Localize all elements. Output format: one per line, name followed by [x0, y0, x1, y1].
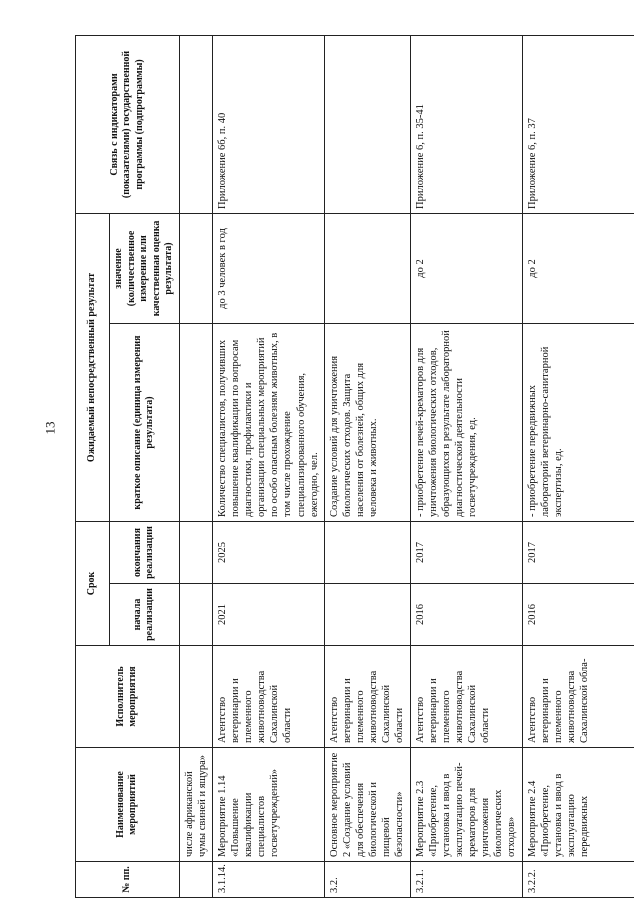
cell-value: до 2 [522, 213, 634, 323]
cell-desc [179, 323, 212, 521]
cell-desc: Количество специалистов, получивших повышение квалификации по вопросам диагностики, профилактики и организации специальных мероприятий по особо опасным болезням животных, в том числе прохождение специализированного обучения, ежегодно, чел. [212, 323, 324, 521]
activities-table [75, 35, 634, 898]
cell-name: Мероприятие 1.14 «Повышение квалификации специалистов госветучреждений» [212, 748, 324, 862]
cell-num: 3.2.1. [410, 862, 522, 898]
cell-num: 3.2.2. [522, 862, 634, 898]
cell-link: Приложение 6б, п. 40 [212, 35, 324, 213]
table-row [179, 35, 212, 897]
cell-name: Основное мероприятие 2 «Создание условий для обеспечения биологической и пищевой безопасности» [324, 748, 410, 862]
cell-num: 3.1.14. [212, 862, 324, 898]
cell-name: числе африканской чумы свиней и ящура» [179, 748, 212, 862]
header-term-start: начала реализации [110, 584, 180, 646]
header-term-end: окончания реализации [110, 521, 180, 583]
page-number: 13 [42, 421, 58, 435]
cell-start [179, 584, 212, 646]
cell-link: Приложение 6, п. 37 [522, 35, 634, 213]
header-link: Связь с индикаторами (показателями) государственной программы (подпрограммы) [76, 35, 180, 213]
cell-name: Мероприятие 2.3 «Приобретение, установка и ввод в эксплуатацию печей-крематоров для уничтожения биологических отходов» [410, 748, 522, 862]
cell-end: 2017 [522, 521, 634, 583]
table-row [410, 35, 522, 897]
cell-end: 2025 [212, 521, 324, 583]
cell-executor: Агентство ветеринарии и племенного животноводства Сахалинской обла- [522, 646, 634, 748]
cell-executor [179, 646, 212, 748]
header-result: Ожидаемый непосредственный результат [76, 213, 110, 521]
cell-num: 3.2. [324, 862, 410, 898]
table-row [522, 35, 634, 897]
cell-value [179, 213, 212, 323]
cell-executor: Агентство ветеринарии и племенного животноводства Сахалинской области [324, 646, 410, 748]
cell-name: Мероприятие 2.4 «Приобретение, установка и ввод в эксплуатацию передвижных [522, 748, 634, 862]
cell-end [179, 521, 212, 583]
table-row [324, 35, 410, 897]
cell-num [179, 862, 212, 898]
header-name: Наименование мероприятий [76, 748, 180, 862]
cell-start: 2016 [410, 584, 522, 646]
cell-start: 2016 [522, 584, 634, 646]
cell-start: 2021 [212, 584, 324, 646]
cell-end: 2017 [410, 521, 522, 583]
cell-desc: - приобретение передвижных лабораторий ветеринарно-санитарной экспертизы, ед. [522, 323, 634, 521]
cell-value: до 3 человек в год [212, 213, 324, 323]
cell-end [324, 521, 410, 583]
cell-desc: Создание условий для уничтожения биологических отходов. Защита населения от болезней, общих для человека и животных. [324, 323, 410, 521]
cell-executor: Агентство ветеринарии и племенного животноводства Сахалинской области [212, 646, 324, 748]
header-result-desc: краткое описание (единица измерения результата) [110, 323, 180, 521]
cell-executor: Агентство ветеринарии и племенного животноводства Сахалинской области [410, 646, 522, 748]
header-term: Срок [76, 521, 110, 645]
header-result-value: значение (количественное измерение или качественная оценка результата) [110, 213, 180, 323]
header-num: № пп. [76, 862, 180, 898]
header-executor: Исполнитель мероприятия [76, 646, 180, 748]
cell-link [324, 35, 410, 213]
cell-value [324, 213, 410, 323]
cell-link [179, 35, 212, 213]
cell-link: Приложение 6, п. 35-41 [410, 35, 522, 213]
header-row-1 [76, 35, 110, 897]
table-row [212, 35, 324, 897]
rotated-table-container [75, 36, 590, 898]
cell-value: до 2 [410, 213, 522, 323]
cell-start [324, 584, 410, 646]
cell-desc: - приобретение печей-крематоров для уничтожения биологических отходов, образующихся в результате лабораторной диагностической деятельности госветучреждения, ед. [410, 323, 522, 521]
